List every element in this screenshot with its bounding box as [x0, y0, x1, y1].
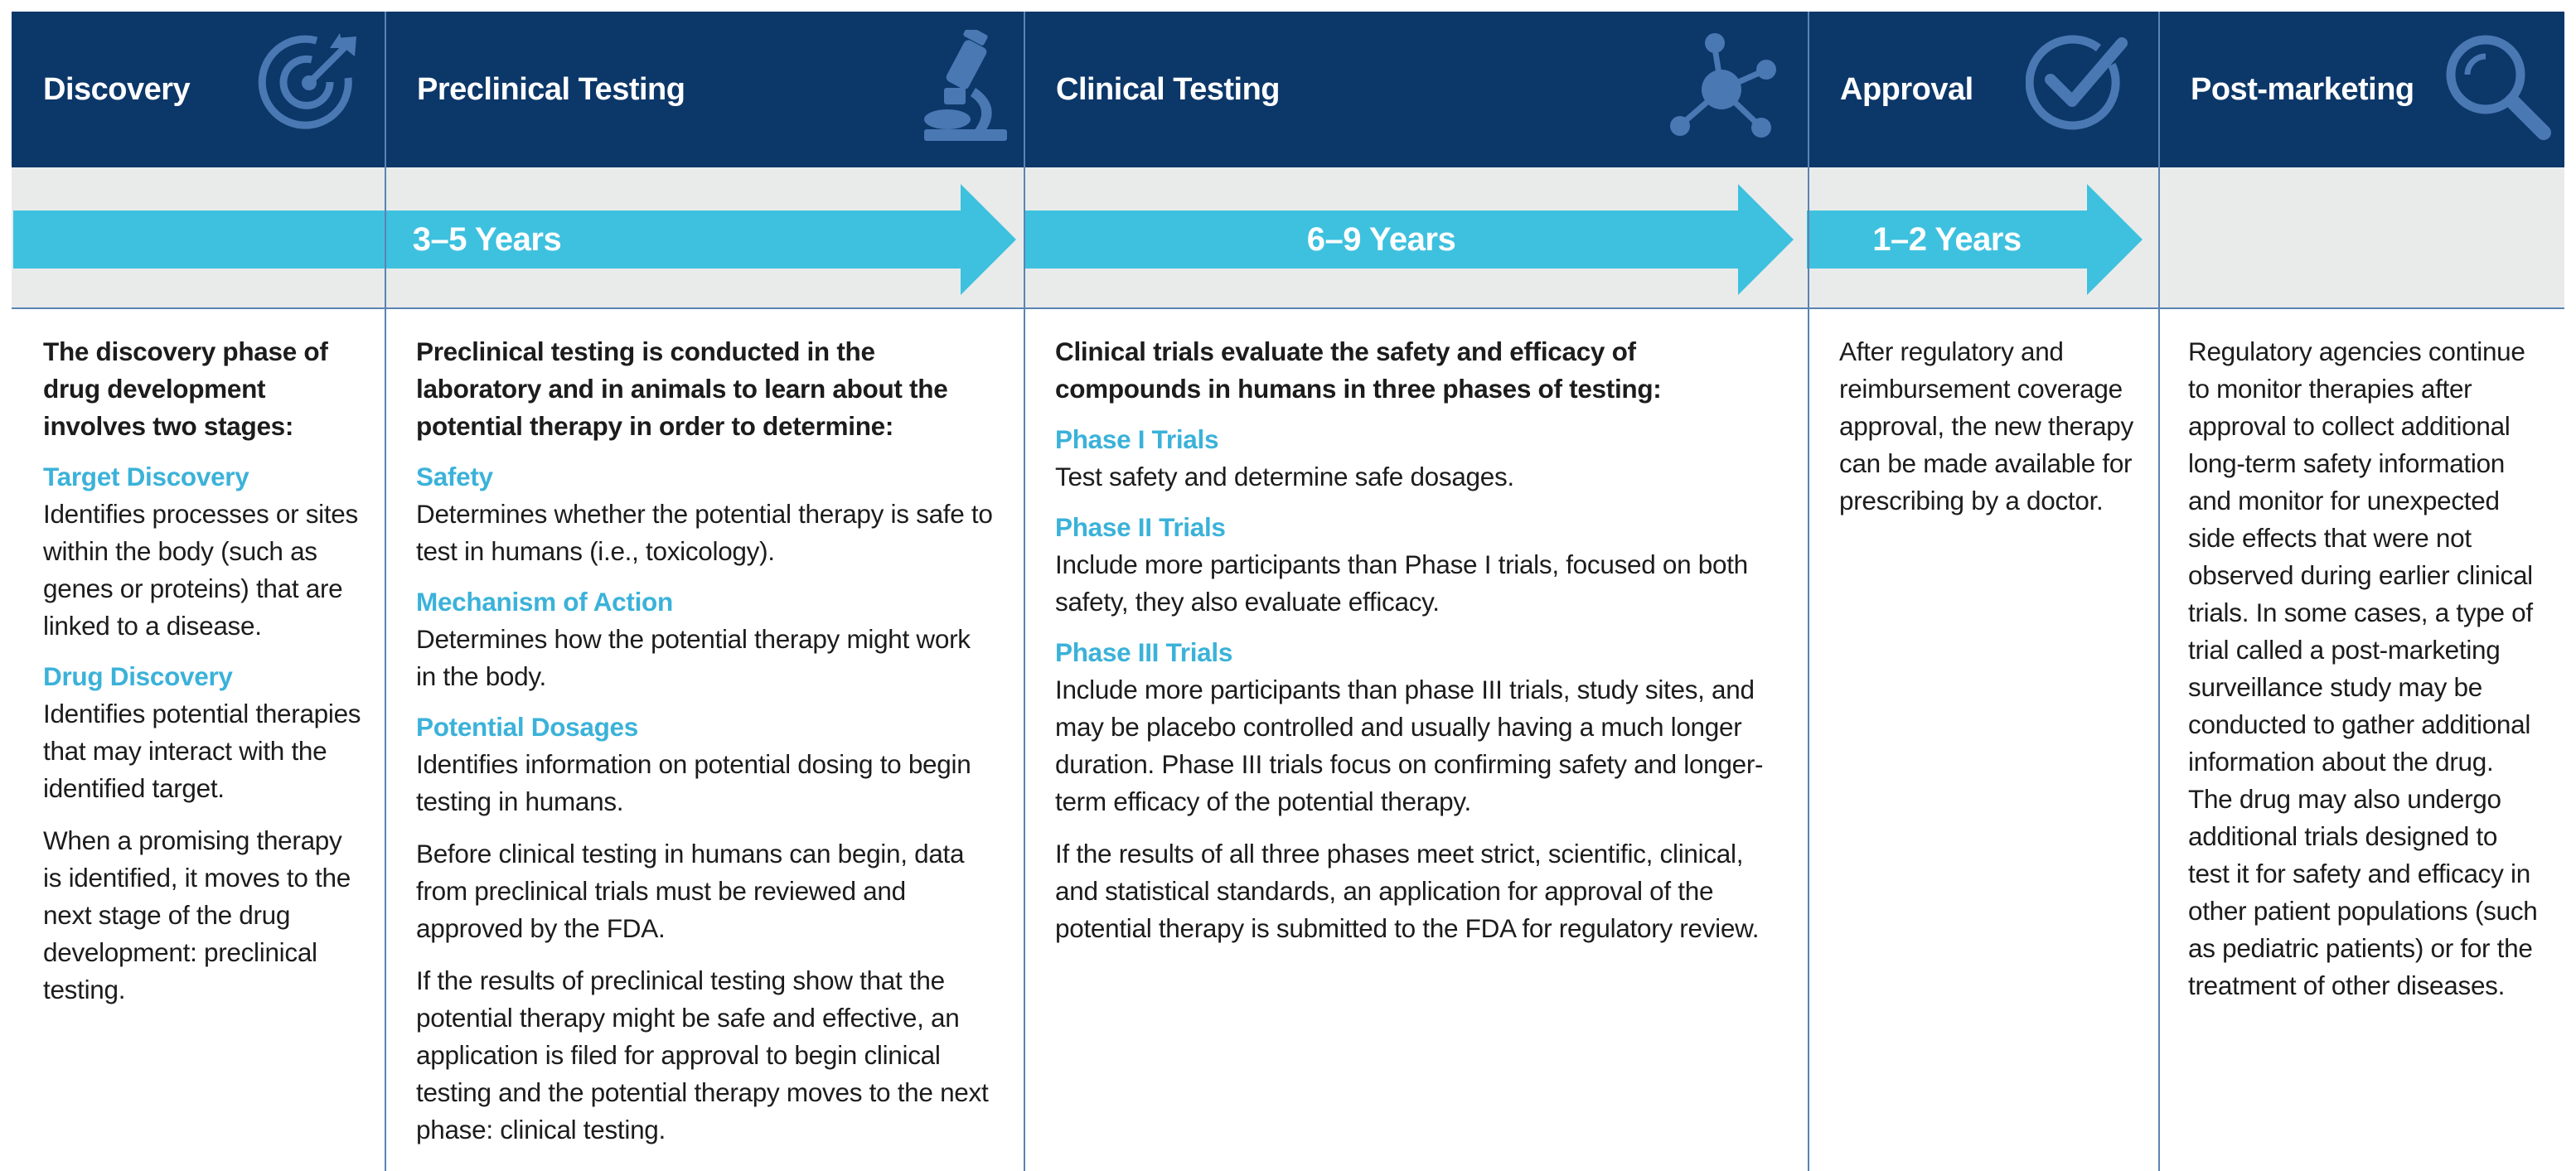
- paragraph: When a promising therapy is identified, it moves to the next stage of the drug development: preclinical testing.: [43, 825, 351, 1004]
- section-text: Include more participants than Phase I trials, focused on both safety, they also evaluate efficacy.: [1055, 549, 1748, 617]
- duration-label: 3–5 Years: [412, 220, 562, 258]
- section-heading: Phase I Trials: [1055, 424, 1219, 454]
- duration-arrow-approval: [1807, 184, 2143, 295]
- section-heading: Mechanism of Action: [416, 587, 673, 617]
- section-heading: Drug Discovery: [43, 661, 233, 691]
- duration-arrow-preclinical: [13, 184, 1016, 295]
- paragraph: If the results of all three phases meet strict, scientific, clinical, and statistical standards, an application for approval of the potential therapy is submitted to the FDA for regulatory review.: [1055, 839, 1760, 943]
- column-divider: [2158, 12, 2160, 1171]
- header-postmarketing: [2159, 12, 2564, 167]
- duration-label: 1–2 Years: [1872, 220, 2022, 258]
- duration-arrow-clinical: [1024, 184, 1794, 295]
- paragraph: Regulatory agencies continue to monitor therapies after approval to collect additional long-term safety information and monitor for unexpected side effects that were not observed during earlier clinical trials. In some cases, a type of trial called a post-marketing surveillance study may be conducted to gather additional information about the drug. The drug may also undergo additional trials designed to test it for safety and efficacy in other patient populations (such as pediatric patients) or for the treatment of other diseases.: [2188, 336, 2538, 1000]
- section-text: Determines how the potential therapy might work in the body.: [416, 624, 971, 691]
- duration-label: 6–9 Years: [1306, 220, 1456, 258]
- column-title: Preclinical Testing: [417, 72, 685, 107]
- column-divider: [385, 12, 386, 1171]
- paragraph: Before clinical testing in humans can begin, data from preclinical trials must be reviewed and approved by the FDA.: [416, 839, 965, 943]
- molecule-icon: [1667, 30, 1783, 146]
- intro-text: Preclinical testing is conducted in the laboratory and in animals to learn about the potential therapy in order to determine:: [416, 336, 948, 441]
- column-title: Approval: [1840, 72, 1973, 107]
- section-text: Determines whether the potential therapy is safe to test in humans (i.e., toxicology).: [416, 499, 993, 566]
- postmarketing-body: [2188, 333, 2540, 1004]
- section-text: Identifies information on potential dosing to begin testing in humans.: [416, 749, 971, 816]
- column-title: Clinical Testing: [1056, 72, 1281, 107]
- column-divider: [1808, 12, 1809, 1171]
- section-text: Include more participants than phase III trials, study sites, and may be placebo controlled and usually having a much longer duration. Phase III trials focus on confirming safety and longer-term efficacy of the potential therapy.: [1055, 675, 1764, 816]
- section-heading: Phase III Trials: [1055, 637, 1233, 667]
- section-text: Identifies processes or sites within the body (such as genes or proteins) that are linked to a disease.: [43, 499, 358, 641]
- column-divider: [1024, 12, 1025, 1171]
- intro-text: Clinical trials evaluate the safety and efficacy of compounds in humans in three phases of testing:: [1055, 336, 1662, 404]
- header-bar: [12, 12, 2564, 167]
- target-icon: [257, 30, 365, 138]
- band-divider: [12, 307, 2564, 309]
- clinical-body: [1055, 333, 1784, 947]
- microscope-icon: [921, 30, 1012, 146]
- magnifier-icon: [2441, 30, 2553, 146]
- column-title: Discovery: [43, 72, 191, 107]
- intro-text: The discovery phase of drug development involves two stages:: [43, 336, 328, 441]
- header-discovery: [12, 12, 385, 167]
- section-text: Test safety and determine safe dosages.: [1055, 462, 1514, 491]
- paragraph: If the results of preclinical testing show that the potential therapy might be safe and effective, an application is filed for approval to begin clinical testing and the potential therapy moves to the next phase: clinical testing.: [416, 965, 989, 1144]
- header-clinical: [1024, 12, 1808, 167]
- section-heading: Target Discovery: [43, 462, 249, 491]
- checkmark-icon: [2026, 30, 2133, 138]
- discovery-body: [43, 333, 366, 1009]
- section-heading: Potential Dosages: [416, 712, 638, 742]
- approval-body: [1839, 333, 2138, 520]
- preclinical-body: [416, 333, 996, 1149]
- header-preclinical: [385, 12, 1024, 167]
- column-title: Post-marketing: [2191, 72, 2414, 107]
- paragraph: After regulatory and reimbursement coverage approval, the new therapy can be made available for prescribing by a doctor.: [1839, 336, 2133, 515]
- section-heading: Safety: [416, 462, 493, 491]
- section-text: Identifies potential therapies that may interact with the identified target.: [43, 699, 361, 803]
- section-heading: Phase II Trials: [1055, 512, 1226, 542]
- header-approval: [1809, 12, 2158, 167]
